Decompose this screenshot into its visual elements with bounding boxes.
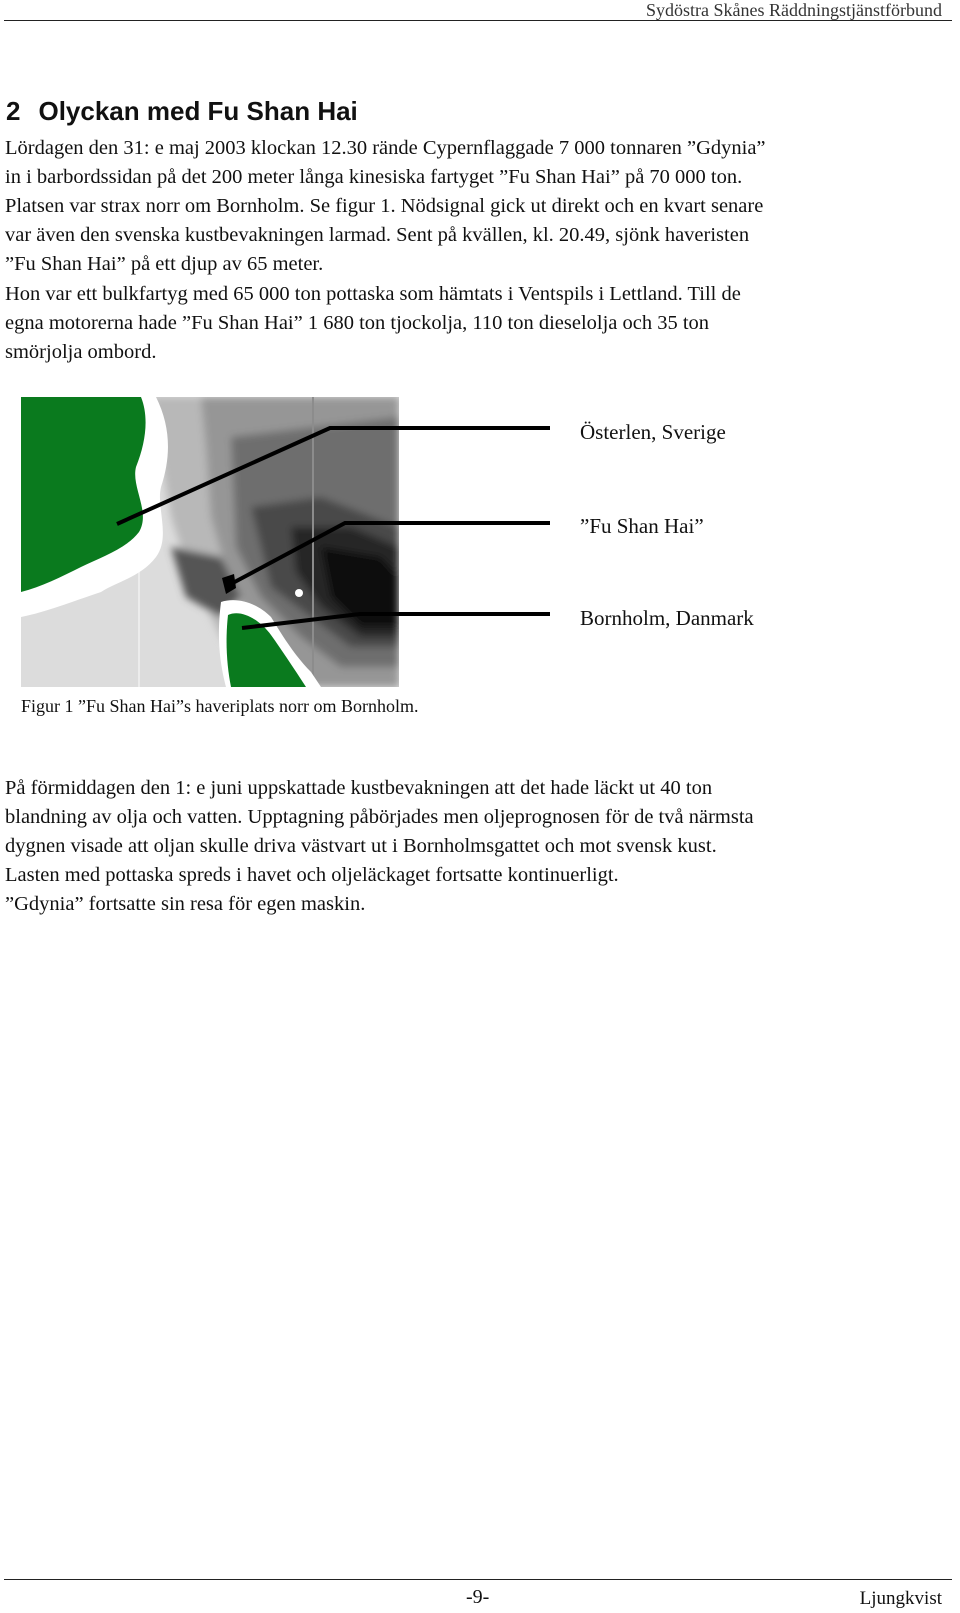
- paragraph-line: dygnen visade att oljan skulle driva västvart ut i Bornholmsgattet och mot svensk kust.: [5, 835, 717, 857]
- paragraph-line: Platsen var strax norr om Bornholm. Se figur 1. Nödsignal gick ut direkt och en kvart senare: [5, 195, 764, 217]
- section-heading: [6, 96, 358, 127]
- page-number: -9-: [466, 1586, 490, 1608]
- paragraph-line: blandning av olja och vatten. Upptagning påbörjades men oljeprognosen för de två närmsta: [5, 806, 754, 828]
- figure-caption: Figur 1 ”Fu Shan Hai”s haveriplats norr om Bornholm.: [21, 696, 419, 716]
- paragraph-line: Hon var ett bulkfartyg med 65 000 ton pottaska som hämtats i Ventspils i Lettland. Till de: [5, 283, 741, 305]
- map-figure: [21, 397, 399, 687]
- section-title: Olyckan med Fu Shan Hai: [38, 96, 358, 126]
- paragraph-line: Lördagen den 31: e maj 2003 klockan 12.30 rände Cypernflaggade 7 000 tonnaren ”Gdynia”: [5, 137, 766, 159]
- paragraph-line: egna motorerna hade ”Fu Shan Hai” 1 680 ton tjockolja, 110 ton dieselolja och 35 ton: [5, 312, 710, 334]
- label-fu-shan-hai: ”Fu Shan Hai”: [580, 514, 704, 538]
- header-organization: Sydöstra Skånes Räddningstjänstförbund: [646, 0, 942, 20]
- paragraph-line: var även den svenska kustbevakningen larmad. Sent på kvällen, kl. 20.49, sjönk haveristen: [5, 224, 750, 246]
- paragraph-line: På förmiddagen den 1: e juni uppskattade kustbevakningen att det hade läckt ut 40 ton: [5, 777, 713, 799]
- wreck-position-dot: [295, 589, 303, 597]
- label-bornholm: Bornholm, Danmark: [580, 606, 754, 630]
- header-rule: [4, 20, 952, 21]
- label-osterlen: Österlen, Sverige: [580, 420, 726, 444]
- paragraph-line: smörjolja ombord.: [5, 341, 157, 363]
- depth-map-image: [21, 397, 399, 687]
- footer-rule: [4, 1579, 952, 1580]
- paragraph-3: [5, 774, 945, 919]
- paragraph-1: [5, 134, 945, 279]
- paragraph-2: [5, 280, 945, 367]
- paragraph-line: Lasten med pottaska spreds i havet och oljeläckaget fortsatte kontinuerligt.: [5, 864, 619, 886]
- paragraph-line: in i barbordssidan på det 200 meter långa kinesiska fartyget ”Fu Shan Hai” på 70 000 ton.: [5, 166, 743, 188]
- section-number: 2: [6, 96, 21, 126]
- footer-author: Ljungkvist: [859, 1588, 942, 1609]
- paragraph-line: ”Fu Shan Hai” på ett djup av 65 meter.: [5, 253, 324, 275]
- paragraph-line: ”Gdynia” fortsatte sin resa för egen maskin.: [5, 893, 366, 915]
